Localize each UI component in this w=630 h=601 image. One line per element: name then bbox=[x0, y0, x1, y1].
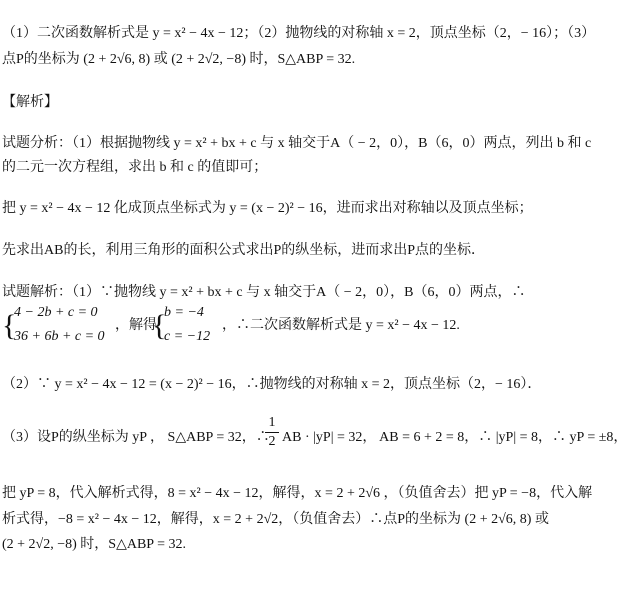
solution-line-6: 析式得，−8 = x² − 4x − 12，解得，x = 2 + 2√2，（负值舍去）∴点P的坐标为 (2 + 2√6, 8) 或 bbox=[2, 512, 549, 527]
left-brace: { bbox=[152, 309, 167, 342]
fraction-one-half bbox=[265, 414, 279, 451]
analysis-heading: 【解析】 bbox=[2, 95, 58, 110]
solution-line-1: 试题解析：（1）∵抛物线 y = x² + bx + c 与 x 轴交于A（ − 2，0），B（6，0）两点，∴ bbox=[2, 285, 526, 300]
analysis-line-2: 的二元一次方程组，求出 b 和 c 的值即可； bbox=[2, 160, 268, 175]
solution-line-4a: （3）设P的纵坐标为 yP ， S△ABP = 32，∴ bbox=[2, 430, 270, 445]
analysis-line-3: 把 y = x² − 4x − 12 化成顶点坐标式为 y = (x − 2)² − 16，进而求出对称轴以及顶点坐标； bbox=[2, 201, 533, 216]
equation-system-2 bbox=[152, 303, 232, 351]
fraction-denominator: 2 bbox=[268, 434, 276, 449]
fraction-numerator: 1 bbox=[268, 415, 276, 430]
left-brace: { bbox=[2, 309, 17, 342]
solution-line-4b: AB · |yP| = 32， AB = 6 + 2 = 8，∴ |yP| = 8，∴ yP = ±8， bbox=[282, 430, 628, 445]
system-2-row-1: b = −4 bbox=[164, 305, 204, 320]
solution-line-2: ，∴二次函数解析式是 y = x² − 4x − 12. bbox=[222, 318, 460, 333]
system-1-row-1: 4 − 2b + c = 0 bbox=[14, 305, 98, 320]
analysis-line-1: 试题分析：（1）根据抛物线 y = x² + bx + c 与 x 轴交于A（ − 2，0），B（6，0）两点，列出 b 和 c bbox=[2, 136, 592, 151]
system-1-row-2: 36 + 6b + c = 0 bbox=[14, 329, 105, 344]
analysis-line-4: 先求出AB的长，利用三角形的面积公式求出P的纵坐标，进而求出P点的坐标． bbox=[2, 243, 486, 258]
answer-line-1: （1）二次函数解析式是 y = x² − 4x − 12；（2）抛物线的对称轴 x = 2，顶点坐标（2，− 16）；（3） bbox=[2, 26, 596, 41]
answer-line-2: 点P的坐标为 (2 + 2√6, 8) 或 (2 + 2√2, −8) 时，S△ABP = 32. bbox=[2, 52, 356, 67]
solution-line-3: （2）∵ y = x² − 4x − 12 = (x − 2)² − 16，∴抛物线的对称轴 x = 2，顶点坐标（2，− 16）． bbox=[2, 377, 542, 392]
equation-system-1 bbox=[2, 303, 112, 351]
solution-line-5: 把 yP = 8，代入解析式得，8 = x² − 4x − 12，解得，x = 2 + 2√6 ，（负值舍去）把 yP = −8，代入解 bbox=[2, 486, 593, 501]
solution-solve-text: ，解得 bbox=[115, 318, 157, 333]
system-2-row-2: c = −12 bbox=[164, 329, 211, 344]
solution-line-7: (2 + 2√2, −8) 时，S△ABP = 32. bbox=[2, 537, 186, 552]
